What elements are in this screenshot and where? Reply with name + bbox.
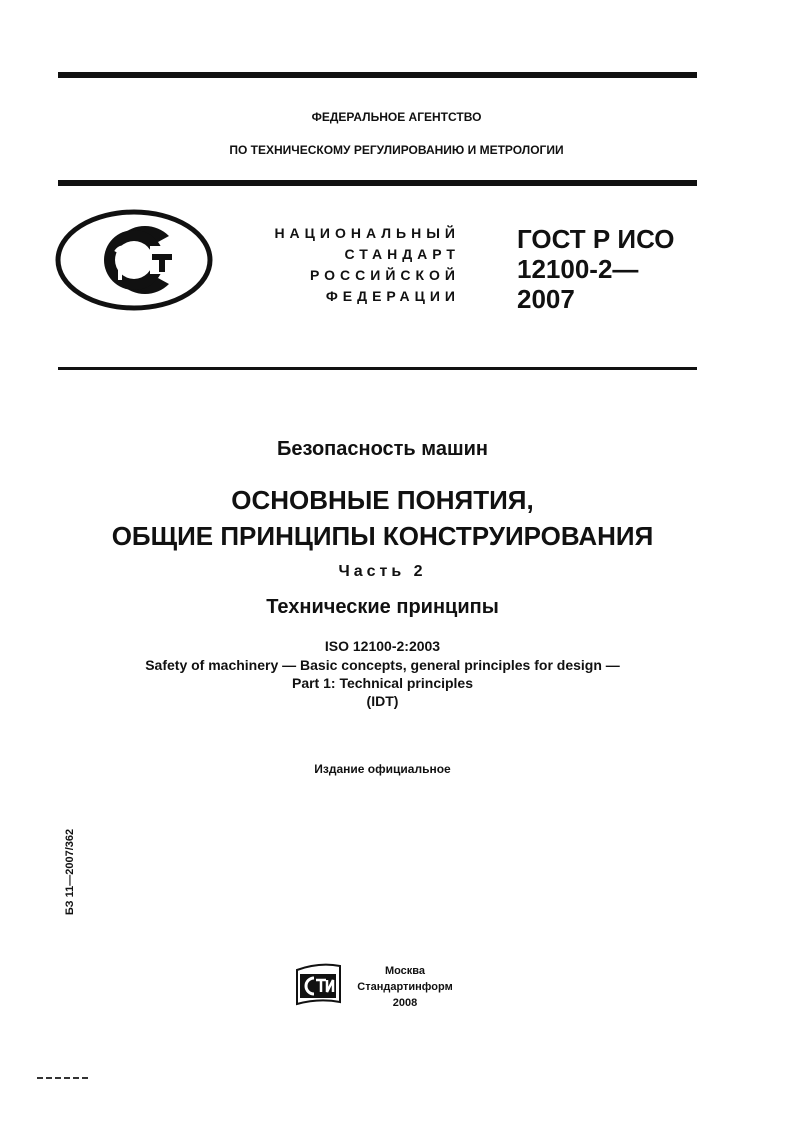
main-title-line-2: ОБЩИЕ ПРИНЦИПЫ КОНСТРУИРОВАНИЯ	[111, 521, 654, 551]
part-number: Часть 2	[338, 563, 427, 580]
side-code: БЗ 11—2007/362	[64, 828, 76, 916]
iso-english-part: Part 1: Technical principles	[291, 675, 474, 691]
iso-english-title: Safety of machinery — Basic concepts, general principles for design —	[145, 657, 620, 673]
national-standard-block	[240, 223, 460, 307]
designation-line: 12100-2—	[517, 254, 639, 284]
rst-logo	[54, 208, 214, 312]
subject-title: Безопасность машин	[277, 438, 488, 460]
national-line: ФЕДЕРАЦИИ	[325, 288, 460, 304]
national-line: РОССИЙСКОЙ	[310, 267, 460, 283]
publisher-year: 2008	[392, 997, 418, 1009]
iso-code: ISO 12100-2:2003	[324, 638, 441, 654]
main-title-line-1: ОСНОВНЫЕ ПОНЯТИЯ,	[231, 485, 534, 515]
agency-line-2: ПО ТЕХНИЧЕСКОМУ РЕГУЛИРОВАНИЮ И МЕТРОЛОГИИ	[229, 143, 564, 157]
standard-designation	[517, 224, 674, 314]
third-rule	[58, 367, 697, 370]
second-rule	[58, 180, 697, 186]
designation-line: 2007	[517, 284, 575, 314]
publisher-name: Стандартинформ	[357, 981, 453, 993]
top-rule	[58, 72, 697, 78]
publisher-logo	[294, 962, 344, 1008]
publisher-block	[350, 963, 460, 1011]
national-line: СТАНДАРТ	[344, 246, 460, 262]
publisher-city: Москва	[384, 965, 426, 977]
part-title: Технические принципы	[266, 596, 499, 618]
agency-line-1: ФЕДЕРАЛЬНОЕ АГЕНТСТВО	[311, 110, 482, 124]
footer-dash	[37, 1077, 88, 1079]
national-line: НАЦИОНАЛЬНЫЙ	[274, 225, 460, 241]
designation-line: ГОСТ Р ИСО	[517, 224, 675, 254]
iso-equivalence: (IDT)	[366, 693, 399, 709]
edition-label: Издание официальное	[314, 762, 451, 776]
